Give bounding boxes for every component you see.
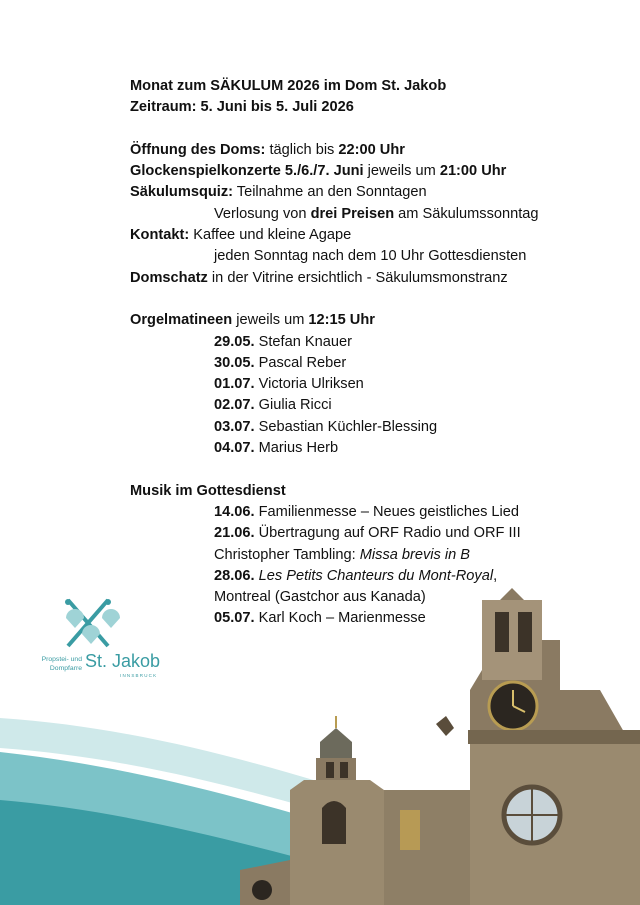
music-item: 05.07. Karl Koch – Marienmesse	[214, 610, 426, 627]
crossed-staffs-shell-icon	[38, 596, 158, 656]
treasure-line: Domschatz in der Vitrine ersichtlich - Säkulumsmonstranz	[130, 269, 508, 286]
organ-item: 03.07. Sebastian Küchler-Blessing	[214, 418, 438, 435]
organ-item: 01.07. Victoria Ulriksen	[214, 376, 364, 393]
title: Monat zum SÄKULUM 2026 im Dom St. Jakob	[130, 78, 447, 94]
organ-item: 30.05. Pascal Reber	[214, 354, 347, 371]
logo-city: INNSBRUCK	[120, 673, 158, 678]
left-tower	[240, 716, 384, 905]
organ-item: 29.05. Stefan Knauer	[214, 333, 352, 350]
music-item: 21.06. Übertragung auf ORF Radio und ORF III	[214, 525, 521, 542]
music-item: 28.06. Les Petits Chanteurs du Mont-Royal,	[214, 567, 498, 584]
contact-line-2: jeden Sonntag nach dem 10 Uhr Gottesdiensten	[214, 248, 527, 265]
organ-item: 02.07. Giulia Ricci	[214, 397, 332, 414]
music-heading: Musik im Gottesdienst	[130, 482, 286, 499]
logo-subtitle: Propstei- und Dompfarre	[41, 656, 82, 672]
quiz-line-2: Verlosung von drei Preisen am Säkulumssonntag	[214, 205, 539, 222]
organ-item: 04.07. Marius Herb	[214, 440, 339, 457]
music-item: 14.06. Familienmesse – Neues geistliches Lied	[214, 503, 520, 520]
contact-line: Kontakt: Kaffee und kleine Agape	[130, 227, 352, 244]
bells-line: Glockenspielkonzerte 5./6./7. Juni jeweils um 21:00 Uhr	[130, 163, 507, 180]
music-item-detail: Christopher Tambling: Missa brevis in B	[214, 546, 471, 563]
music-item-detail: Montreal (Gastchor aus Kanada)	[214, 589, 426, 606]
quiz-line: Säkulumsquiz: Teilnahme an den Sonntagen	[130, 184, 427, 201]
parish-logo	[38, 596, 161, 691]
period: Zeitraum: 5. Juni bis 5. Juli 2026	[130, 99, 354, 116]
opening-line: Öffnung des Doms: täglich bis 22:00 Uhr	[130, 141, 405, 158]
organ-heading: Orgelmatineen jeweils um 12:15 Uhr	[130, 312, 375, 329]
main-tower	[436, 588, 640, 905]
logo-name: St. Jakob	[85, 651, 161, 671]
event-text	[130, 76, 630, 630]
